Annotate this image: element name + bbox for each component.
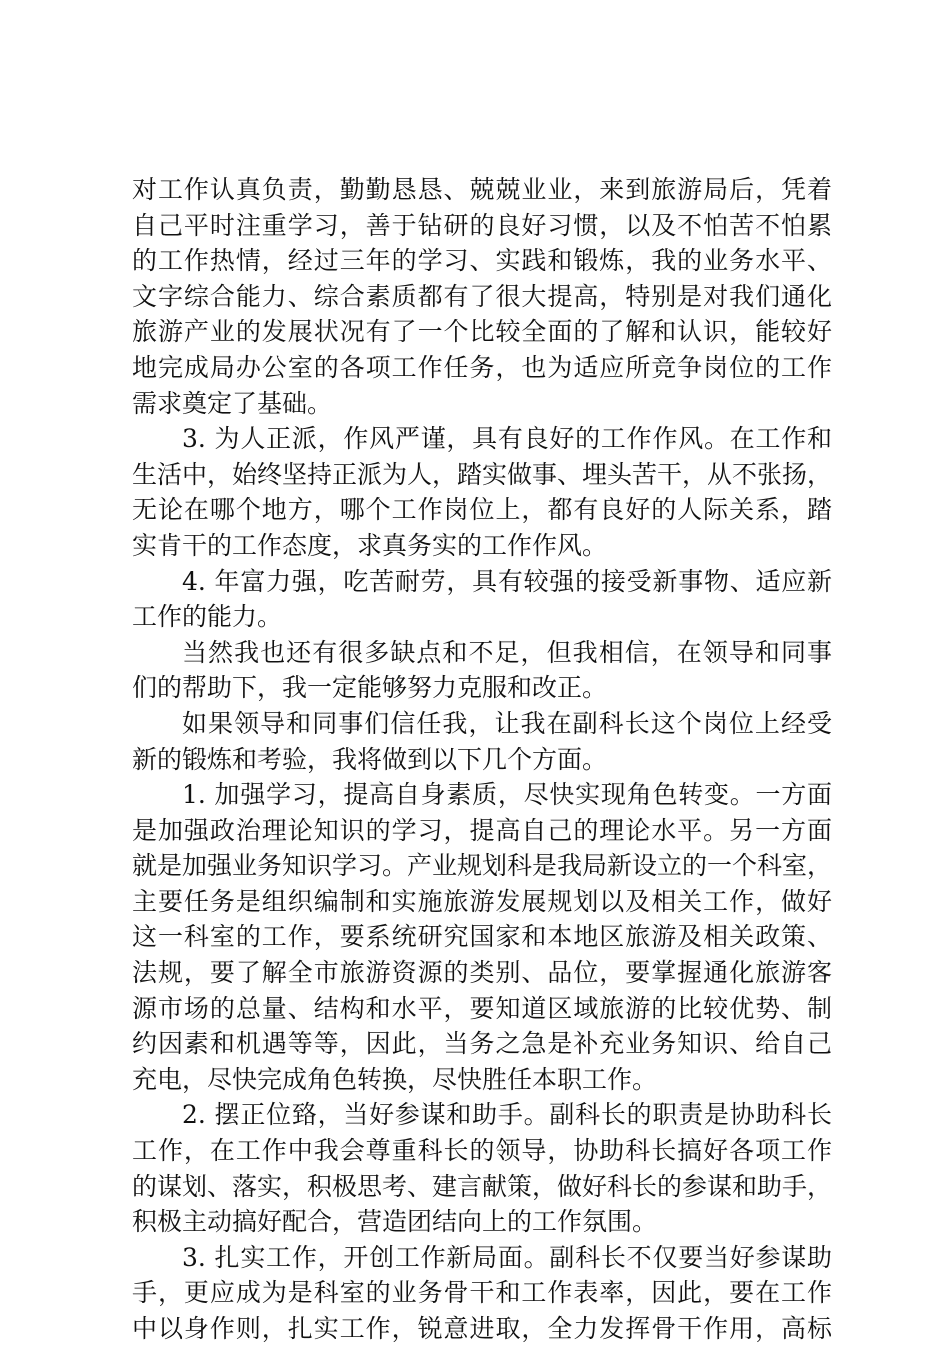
text-line: 如果领导和同事们信任我，让我在副科长这个岗位上经受 [182, 708, 832, 738]
text-line: 积极主动搞好配合，营造团结向上的工作氛围。 [132, 1207, 658, 1237]
document-body [132, 172, 832, 1347]
text-line: 主要任务是组织编制和实施旅游发展规划以及相关工作，做好 [132, 886, 832, 916]
text-line: 中以身作则，扎实工作，锐意进取，全力发挥骨干作用，高标 [132, 1314, 832, 1343]
text-line: 充电，尽快完成角色转换，尽快胜任本职工作。 [132, 1064, 658, 1094]
text-line: 源市场的总量、结构和水平，要知道区域旅游的比较优势、制 [132, 993, 832, 1023]
text-line: 对工作认真负责，勤勤恳恳、兢兢业业，来到旅游局后，凭着 [132, 175, 832, 204]
text-line: 需求奠定了基础。 [132, 388, 333, 418]
text-line: 3. 为人正派，作风严谨，具有良好的工作作风。在工作和 [182, 424, 832, 454]
text-line: 手，更应成为是科室的业务骨干和工作表率，因此，要在工作 [132, 1278, 832, 1308]
text-line: 工作，在工作中我会尊重科长的领导，协助科长搞好各项工作 [132, 1136, 832, 1166]
text-line: 地完成局办公室的各项工作任务，也为适应所竞争岗位的工作 [132, 352, 832, 382]
text-line: 新的锻炼和考验，我将做到以下几个方面。 [132, 744, 608, 774]
text-line: 旅游产业的发展状况有了一个比较全面的了解和认识，能较好 [132, 317, 832, 347]
text-line: 无论在哪个地方，哪个工作岗位上，都有良好的人际关系，踏 [132, 495, 832, 525]
text-line: 4. 年富力强，吃苦耐劳，具有较强的接受新事物、适应新 [182, 566, 832, 596]
text-line: 2. 摆正位臵，当好参谋和助手。副科长的职责是协助科长 [182, 1100, 832, 1130]
text-line: 当然我也还有很多缺点和不足，但我相信，在领导和同事 [182, 637, 832, 667]
text-line: 是加强政治理论知识的学习，提高自己的理论水平。另一方面 [132, 815, 832, 845]
text-line: 约因素和机遇等等，因此，当务之急是补充业务知识、给自己 [132, 1029, 832, 1059]
text-line: 自己平时注重学习，善于钻研的良好习惯，以及不怕苦不怕累 [132, 210, 832, 240]
text-line: 工作的能力。 [132, 602, 283, 632]
text-line: 的谋划、落实，积极思考、建言献策，做好科长的参谋和助手， [132, 1171, 833, 1201]
text-line: 这一科室的工作，要系统研究国家和本地区旅游及相关政策、 [132, 922, 832, 952]
text-line: 1. 加强学习，提高自身素质，尽快实现角色转变。一方面 [182, 780, 832, 810]
text-line: 就是加强业务知识学习。产业规划科是我局新设立的一个科室， [132, 851, 833, 881]
text-line: 实肯干的工作态度，求真务实的工作作风。 [132, 530, 608, 560]
text-line: 生活中，始终坚持正派为人，踏实做事、埋头苦干，从不张扬， [132, 459, 833, 489]
text-line: 们的帮助下，我一定能够努力克服和改正。 [132, 673, 608, 703]
text-line: 文字综合能力、综合素质都有了很大提高，特别是对我们通化 [132, 281, 832, 311]
text-line: 法规，要了解全市旅游资源的类别、品位，要掌握通化旅游客 [132, 958, 832, 988]
text-line: 的工作热情，经过三年的学习、实践和锻炼，我的业务水平、 [132, 246, 832, 276]
text-line: 3. 扎实工作，开创工作新局面。副科长不仅要当好参谋助 [182, 1242, 832, 1272]
